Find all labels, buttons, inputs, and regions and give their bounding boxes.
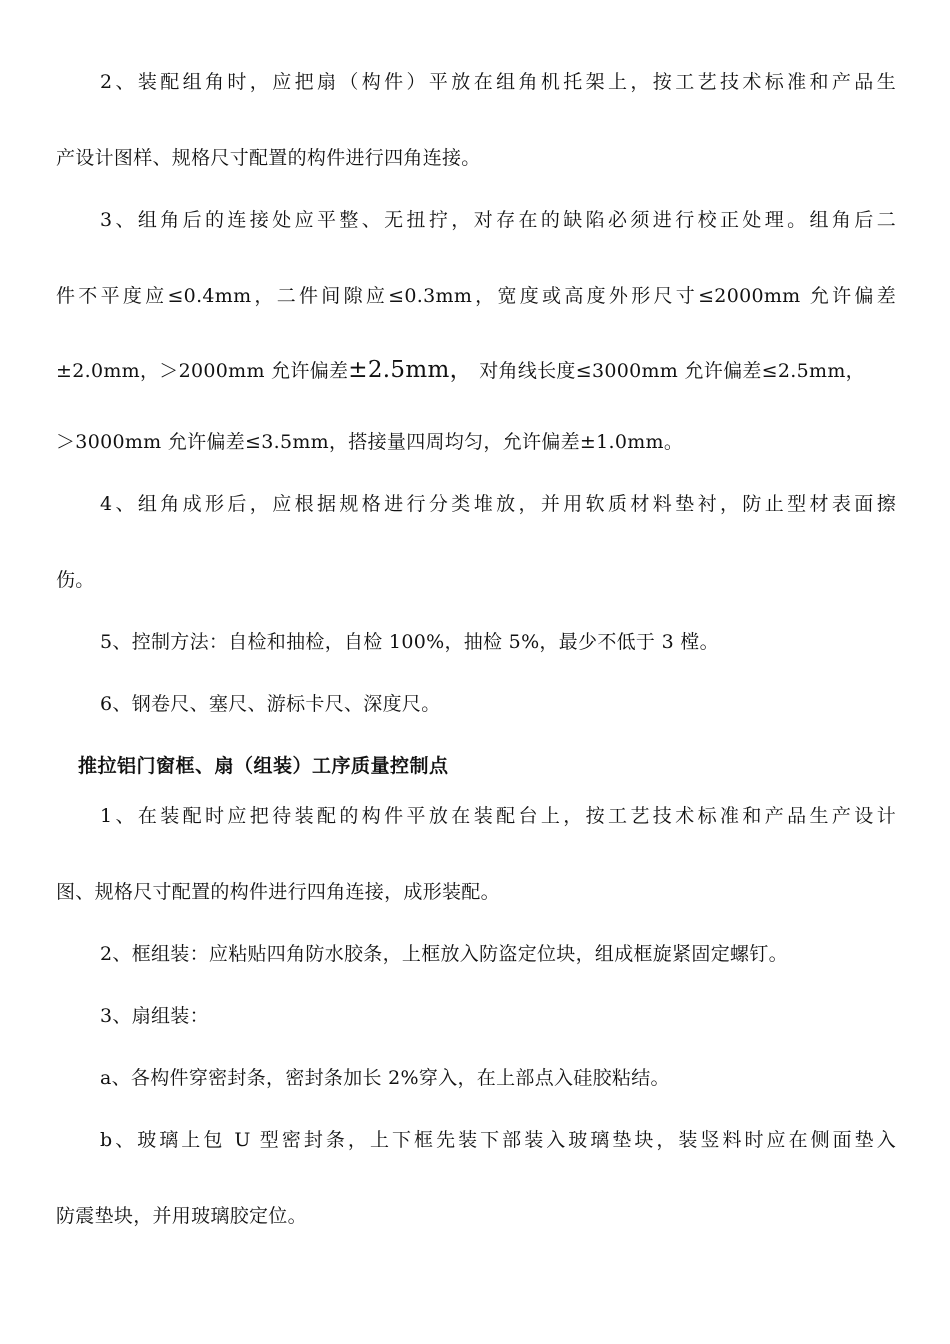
s1-p3-line4: ＞3000mm 允许偏差≤3.5mm，搭接量四周均匀，允许偏差±1.0mm。 (56, 431, 684, 453)
s1-p4-line1: 4、组角成形后，应根据规格进行分类堆放，并用软质材料垫衬，防止型材表面擦 (100, 493, 896, 515)
s2-p1-line2: 图、规格尺寸配置的构件进行四角连接，成形装配。 (56, 881, 500, 903)
s1-p6: 6、钢卷尺、塞尺、游标卡尺、深度尺。 (100, 693, 441, 715)
s1-p3-line3-part-b: 对角线长度≤3000mm 允许偏差≤2.5mm， (479, 360, 865, 382)
s1-p5: 5、控制方法：自检和抽检，自检 100%，抽检 5%，最少不低于 3 樘。 (100, 631, 719, 653)
s2-pa: a、各构件穿密封条，密封条加长 2%穿入，在上部点入硅胶粘结。 (100, 1067, 670, 1089)
s1-p2-line1: 2、装配组角时，应把扇（构件）平放在组角机托架上，按工艺技术标准和产品生 (100, 71, 896, 93)
s2-p3: 3、扇组装： (100, 1005, 209, 1027)
s2-p1-line1: 1、在装配时应把待装配的构件平放在装配台上，按工艺技术标准和产品生产设计 (100, 805, 896, 827)
s2-p2: 2、框组装：应粘贴四角防水胶条，上框放入防盗定位块，组成框旋紧固定螺钉。 (100, 943, 788, 965)
section-title: 推拉铝门窗框、扇（组装）工序质量控制点 (78, 755, 449, 777)
s1-p3-line1: 3、组角后的连接处应平整、无扭拧，对存在的缺陷必须进行校正处理。组角后二 (100, 209, 896, 231)
s1-p3-line3 (56, 358, 896, 383)
s1-p2-line2: 产设计图样、规格尺寸配置的构件进行四角连接。 (56, 147, 481, 169)
s2-pb-line1: b、玻璃上包 U 型密封条，上下框先装下部装入玻璃垫块，装竖料时应在侧面垫入 (100, 1129, 896, 1151)
s1-p4-line2: 伤。 (56, 569, 95, 591)
s1-p3-line3-emphasis: ±2.5mm， (348, 357, 473, 383)
s2-pb-line2: 防震垫块，并用玻璃胶定位。 (56, 1205, 307, 1227)
s1-p3-line3-part-a: ±2.0mm，＞2000mm 允许偏差 (56, 360, 349, 382)
s1-p3-line2: 件不平度应≤0.4mm，二件间隙应≤0.3mm，宽度或高度外形尺寸≤2000mm 允许偏差 (56, 285, 896, 307)
